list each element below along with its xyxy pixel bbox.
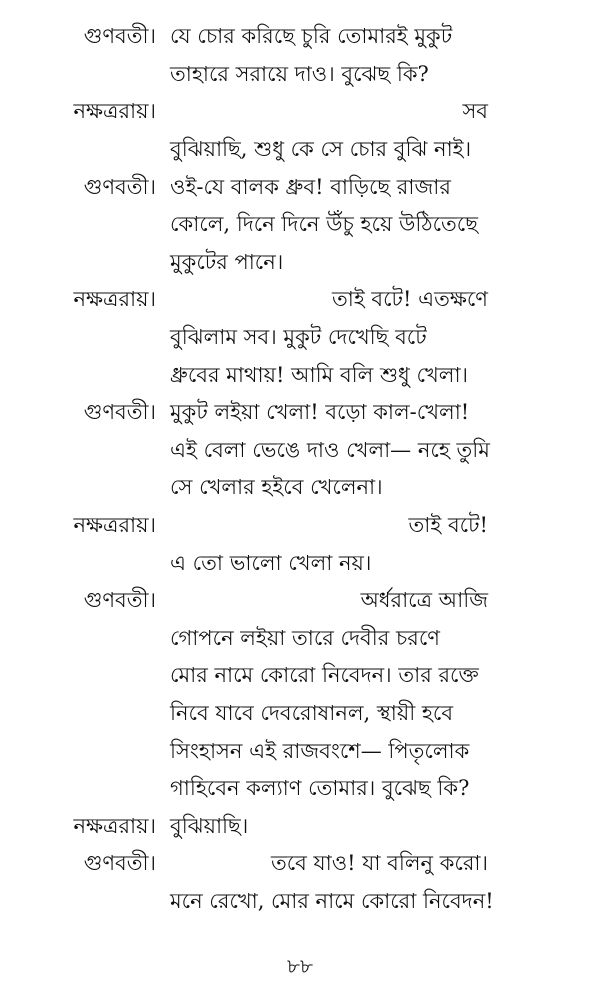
verse-text: কোলে, দিনে দিনে উঁচু হয়ে উঠিতেছে [170,212,478,237]
verse-text: মোর নামে কোরো নিবেদন। তার রক্তে [170,663,479,688]
dialogue-line [0,245,600,283]
dialogue-line [0,395,600,433]
verse-text: নিবে যাবে দেবরোষানল, স্থায়ী হবে [170,700,454,725]
dialogue-line [0,808,600,846]
verse-text: মনে রেখো, মোর নামে কোরো নিবেদন! [170,888,494,913]
dialogue-line [0,733,600,771]
dialogue-line [0,357,600,395]
verse-text: এ তো ভালো খেলা নয়। [170,550,372,575]
dialogue-line [0,169,600,207]
dialogue-line [0,583,600,621]
verse-text: সব [462,99,488,124]
dialogue-line [0,94,600,132]
speaker-name: গুণবতী। [83,174,156,199]
verse-text: ধ্রুবের মাথায়! আমি বলি শুধু খেলা। [170,362,469,387]
verse-text: সে খেলার হইবে খেলেনা। [170,475,383,500]
dialogue-line [0,846,600,884]
verse-text: তাহারে সরায়ে দাও। বুঝেছ কি? [170,61,429,86]
speaker-name: নক্ষত্ররায়। [73,813,156,838]
dialogue-line [0,470,600,508]
verse-text: বুঝিলাম সব। মুকুট দেখেছি বটে [170,325,427,350]
dialogue-line [0,621,600,659]
dialogue-line [0,19,600,57]
verse-text: বুঝিয়াছি। [170,813,249,838]
verse-text: যে চোর করিছে চুরি তোমারই মুকুট [170,24,453,49]
dialogue-line [0,132,600,170]
verse-text: গাহিবেন কল্যাণ তোমার। বুঝেছ কি? [170,776,470,801]
dialogue-line [0,320,600,358]
dialogue-line [0,282,600,320]
dialogue-line [0,207,600,245]
dialogue-line [0,508,600,546]
drama-page [0,19,600,921]
verse-text: তাই বটে! [408,513,488,538]
dialogue-line [0,884,600,922]
verse-text: তাই বটে! এতক্ষণে [331,287,488,312]
verse-text: গোপনে লইয়া তারে দেবীর চরণে [170,625,440,650]
verse-text: অর্ধরাত্রে আজি [360,588,488,613]
dialogue-line [0,658,600,696]
speaker-name: নক্ষত্ররায়। [73,99,156,124]
dialogue-line [0,545,600,583]
dialogue-line [0,433,600,471]
speaker-name: গুণবতী। [83,851,156,876]
verse-text: মুকুটের পানে। [170,249,284,274]
speaker-name: নক্ষত্ররায়। [73,513,156,538]
dialogue-line [0,696,600,734]
speaker-name: গুণবতী। [83,24,156,49]
speaker-name: গুণবতী। [83,588,156,613]
speaker-name: নক্ষত্ররায়। [73,287,156,312]
speaker-name: গুণবতী। [83,400,156,425]
page-number: ৮৮ [287,954,313,978]
verse-text: মুকুট লইয়া খেলা! বড়ো কাল-খেলা! [170,400,470,425]
verse-text: এই বেলা ভেঙে দাও খেলা— নহে তুমি [170,437,490,462]
verse-text: বুঝিয়াছি, শুধু কে সে চোর বুঝি নাই। [170,137,472,162]
verse-text: তবে যাও! যা বলিনু করো। [270,851,488,876]
dialogue-line [0,57,600,95]
verse-text: সিংহাসন এই রাজবংশে— পিতৃলোক [170,738,470,763]
verse-text: ওই-যে বালক ধ্রুব! বাড়িছে রাজার [170,174,451,199]
dialogue-line [0,771,600,809]
